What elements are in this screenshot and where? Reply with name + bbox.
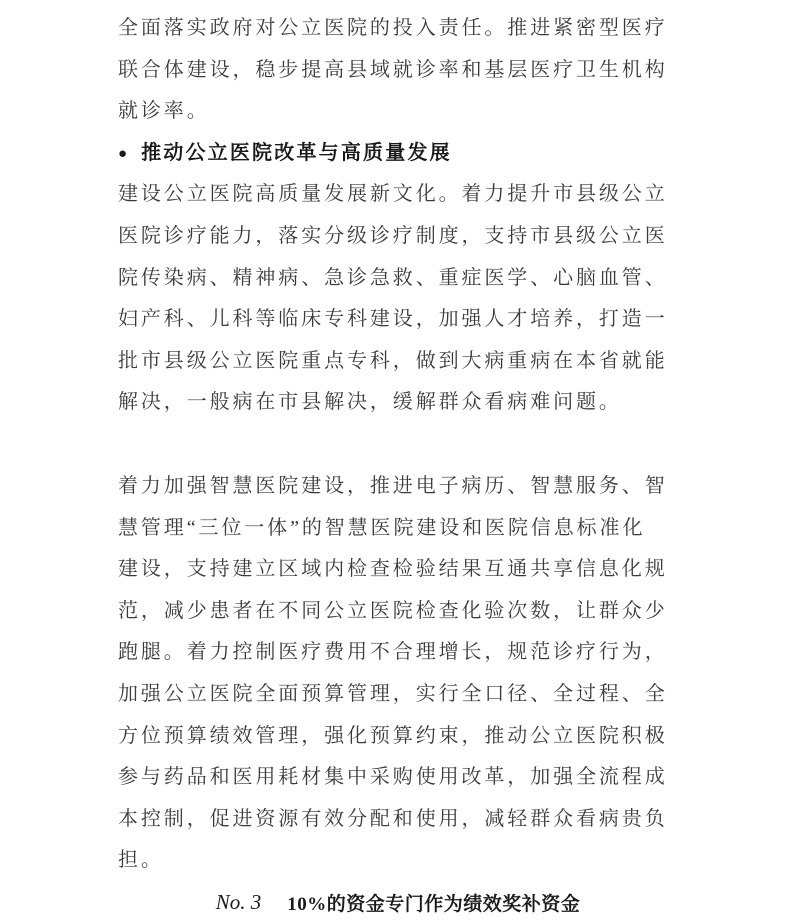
text-line: 院传染病、精神病、急诊急救、重症医学、心脑血管、 [118, 266, 668, 289]
footer-number: No. 3 [215, 890, 262, 915]
text-line: 着力加强智慧医院建设，推进电子病历、智慧服务、智 [118, 474, 668, 497]
text-line: 本控制，促进资源有效分配和使用，减轻群众看病贵负 [118, 807, 668, 830]
footer-heading [118, 882, 678, 920]
text-line: 解决，一般病在市县解决，缓解群众看病难问题。 [118, 391, 622, 414]
text-line: 加强公立医院全面预算管理，实行全口径、全过程、全 [118, 682, 668, 705]
text-line: 慧管理“三位一体”的智慧医院建设和医院信息标准化 [118, 516, 646, 539]
section-heading [118, 133, 678, 175]
text-line: 妇产科、儿科等临床专科建设，加强人才培养，打造一 [118, 308, 668, 331]
bullet-icon: ● [118, 145, 128, 162]
page-content [118, 8, 678, 920]
section-heading-text: 推动公立医院改革与高质量发展 [141, 141, 452, 164]
text-line: 跑腿。着力控制医疗费用不合理增长，规范诊疗行为， [118, 641, 668, 664]
text-line: 联合体建设，稳步提高县域就诊率和基层医疗卫生机构 [118, 58, 668, 81]
text-line: 参与药品和医用耗材集中采购使用改革，加强全流程成 [118, 766, 668, 789]
text-line: 建设公立医院高质量发展新文化。着力提升市县级公立 [118, 183, 668, 206]
paragraph-spacer [118, 424, 678, 466]
paragraph-smart-hospital [118, 466, 678, 882]
text-line: 医院诊疗能力，落实分级诊疗制度，支持市县级公立医 [118, 224, 668, 247]
paragraph-intro [118, 8, 678, 133]
text-line: 就诊率。 [118, 100, 210, 123]
paragraph-reform [118, 174, 678, 424]
text-line: 范，减少患者在不同公立医院检查化验次数，让群众少 [118, 599, 668, 622]
footer-title: 10%的资金专门作为绩效奖补资金 [287, 894, 581, 916]
text-line: 建设，支持建立区域内检查检验结果互通共享信息化规 [118, 558, 668, 581]
text-line: 批市县级公立医院重点专科，做到大病重病在本省就能 [118, 349, 668, 372]
text-line: 方位预算绩效管理，强化预算约束，推动公立医院积极 [118, 724, 668, 747]
text-line: 全面落实政府对公立医院的投入责任。推进紧密型医疗 [118, 17, 668, 39]
text-line: 担。 [118, 849, 164, 872]
